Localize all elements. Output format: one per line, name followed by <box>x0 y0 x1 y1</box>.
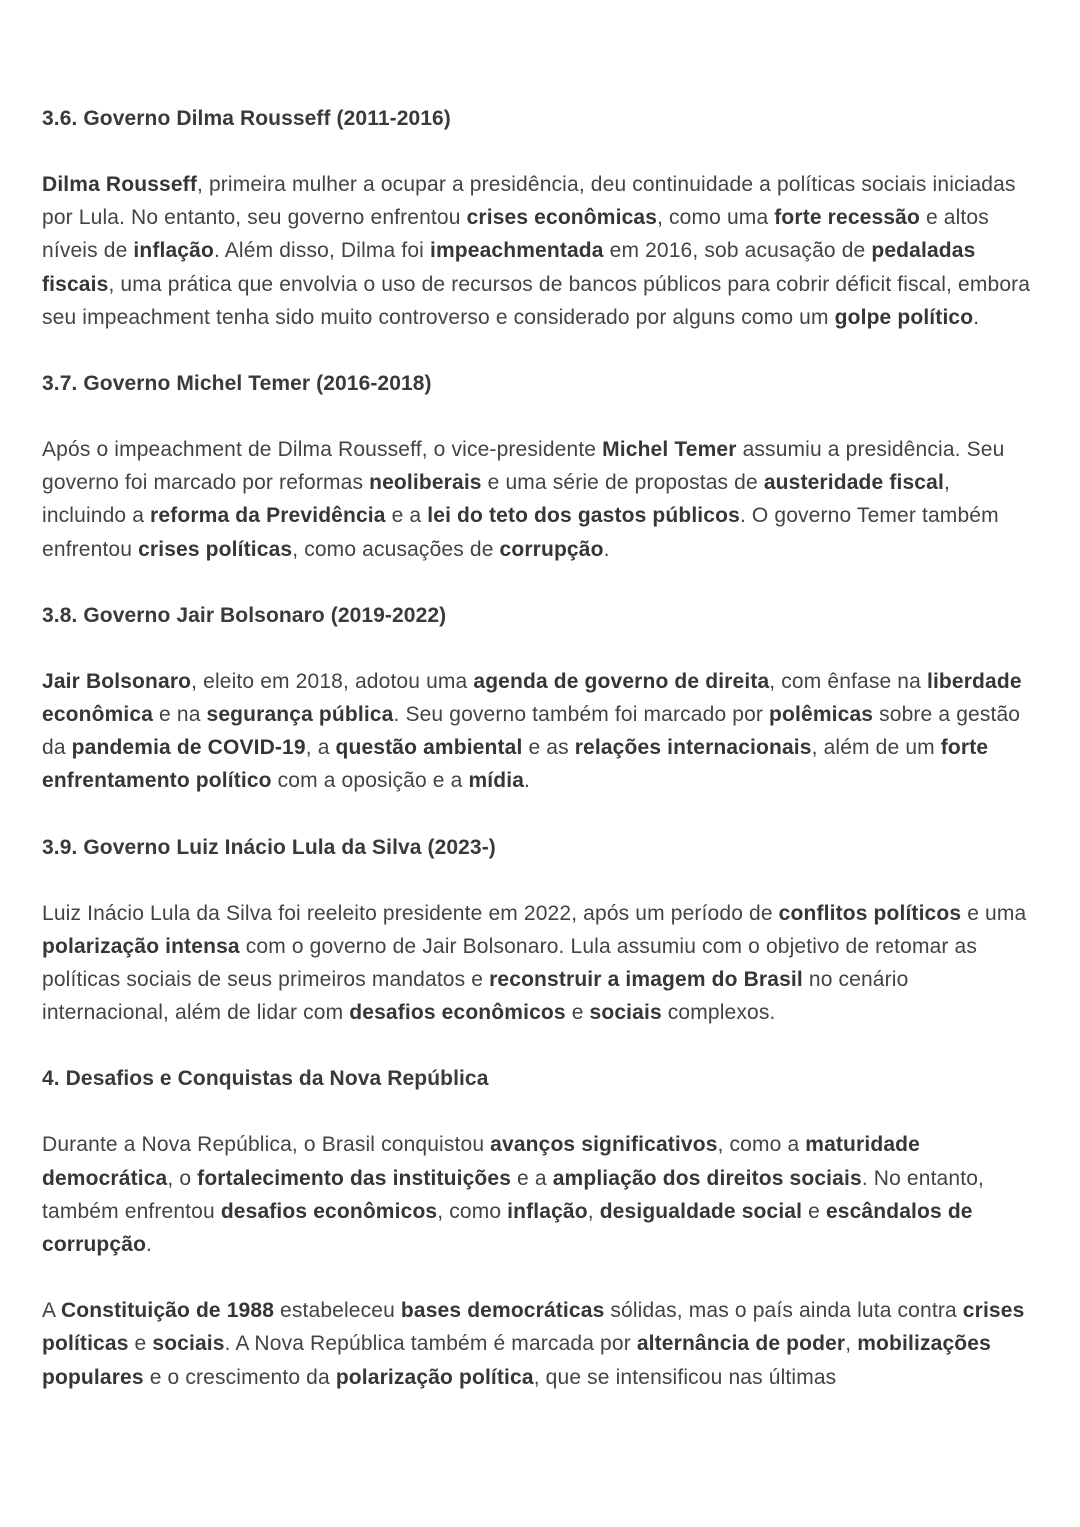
section-lula <box>42 831 1038 1030</box>
emphasis-text: lei do teto dos gastos públicos <box>427 504 740 528</box>
emphasis-text: avanços significativos <box>490 1133 718 1157</box>
section-desafios-conquistas <box>42 1062 1038 1393</box>
emphasis-text: Dilma Rousseff <box>42 173 197 196</box>
section-bolsonaro <box>42 599 1038 798</box>
emphasis-text: segurança pública <box>206 703 394 727</box>
emphasis-text: agenda de governo de direita <box>473 669 770 693</box>
emphasis-text: crises políticas <box>42 1299 1025 1356</box>
emphasis-text: maturidade democrática <box>42 1133 920 1190</box>
emphasis-text: sociais <box>152 1332 225 1356</box>
emphasis-text: bases democráticas <box>400 1299 605 1323</box>
emphasis-text: relações internacionais <box>574 736 812 760</box>
emphasis-text: conflitos políticos <box>778 901 962 925</box>
section-temer <box>42 367 1038 566</box>
section-heading: 3.8. Governo Jair Bolsonaro (2019-2022) <box>42 603 447 627</box>
section-paragraph: A Constituição de 1988 estabeleceu bases democráticas sólidas, mas o país ainda luta contra crises políticas e sociais. A Nova República também é marcada por alternância de poder, mobilizações populares e o crescimento da polarização política, que se intensificou nas últimas <box>42 1299 1025 1389</box>
emphasis-text: pandemia de COVID-19 <box>71 736 306 760</box>
emphasis-text: pedaladas fiscais <box>42 239 976 296</box>
emphasis-text: Constituição de 1988 <box>60 1299 275 1323</box>
emphasis-text: reconstruir a imagem do Brasil <box>489 968 803 992</box>
emphasis-text: sociais <box>589 1001 662 1025</box>
emphasis-text: fortalecimento das instituições <box>197 1166 512 1190</box>
emphasis-text: liberdade econômica <box>42 669 1022 727</box>
emphasis-text: inflação <box>133 239 214 263</box>
emphasis-text: impeachmentada <box>429 239 604 263</box>
emphasis-text: escândalos de corrupção <box>42 1199 973 1257</box>
emphasis-text: crises econômicas <box>466 206 658 230</box>
emphasis-text: Jair Bolsonaro <box>42 669 192 693</box>
section-heading: 3.6. Governo Dilma Rousseff (2011-2016) <box>42 107 451 130</box>
emphasis-text: Michel Temer <box>602 438 737 462</box>
emphasis-text: questão ambiental <box>335 736 523 760</box>
section-heading: 4. Desafios e Conquistas da Nova República <box>42 1067 489 1091</box>
emphasis-text: polarização política <box>335 1365 534 1389</box>
emphasis-text: inflação <box>507 1199 588 1223</box>
emphasis-text: desafios econômicos <box>220 1199 438 1223</box>
emphasis-text: forte enfrentamento político <box>42 736 989 793</box>
emphasis-text: corrupção <box>499 537 604 561</box>
emphasis-text: mobilizações populares <box>42 1332 991 1389</box>
emphasis-text: mídia <box>468 769 525 793</box>
emphasis-text: polarização intensa <box>42 934 240 958</box>
emphasis-text: ampliação dos direitos sociais <box>552 1166 862 1190</box>
emphasis-text: alternância de poder <box>636 1332 846 1356</box>
emphasis-text: golpe político <box>834 305 974 329</box>
emphasis-text: crises políticas <box>138 537 293 561</box>
section-paragraph: Jair Bolsonaro, eleito em 2018, adotou uma agenda de governo de direita, com ênfase na liberdade econômica e na segurança pública. Seu governo também foi marcado por polêmicas sobre a gestão da pandemia de COVID-19, a questão ambiental e as relações internacionais, além de um forte enfrentamento político com a oposição e a mídia. <box>42 669 1022 793</box>
section-heading: 3.7. Governo Michel Temer (2016-2018) <box>42 372 432 396</box>
emphasis-text: desafios econômicos <box>349 1001 566 1025</box>
section-paragraph: Dilma Rousseff, primeira mulher a ocupar a presidência, deu continuidade a políticas sociais iniciadas por Lula. No entanto, seu governo enfrentou crises econômicas, como uma forte recessão e altos níveis de inflação. Além disso, Dilma foi impeachmentada em 2016, sob acusação de pedaladas fiscais, uma prática que envolvia o uso de recursos de bancos públicos para cobrir déficit fiscal, embora seu impeachment tenha sido muito controverso e considerado por alguns como um golpe político. <box>42 173 1031 329</box>
emphasis-text: polêmicas <box>769 703 874 727</box>
emphasis-text: desigualdade social <box>599 1199 803 1223</box>
section-heading: 3.9. Governo Luiz Inácio Lula da Silva (2023-) <box>42 835 496 859</box>
section-paragraph: Durante a Nova República, o Brasil conquistou avanços significativos, como a maturidade democrática, o fortalecimento das instituições e a ampliação dos direitos sociais. No entanto, também enfrentou desafios econômicos, como inflação, desigualdade social e escândalos de corrupção. <box>42 1133 985 1257</box>
section-paragraph: Após o impeachment de Dilma Rousseff, o vice-presidente Michel Temer assumiu a presidência. Seu governo foi marcado por reformas neoliberais e uma série de propostas de austeridade fiscal, incluindo a reforma da Previdência e a lei do teto dos gastos públicos. O governo Temer também enfrentou crises políticas, como acusações de corrupção. <box>42 438 1005 561</box>
emphasis-text: austeridade fiscal <box>763 471 944 495</box>
emphasis-text: forte recessão <box>774 206 920 230</box>
section-paragraph: Luiz Inácio Lula da Silva foi reeleito presidente em 2022, após um período de conflitos políticos e uma polarização intensa com o governo de Jair Bolsonaro. Lula assumiu com o objetivo de retomar as políticas sociais de seus primeiros mandatos e reconstruir a imagem do Brasil no cenário internacional, além de lidar com desafios econômicos e sociais complexos. <box>42 901 1027 1025</box>
emphasis-text: reforma da Previdência <box>150 504 386 528</box>
section-dilma <box>42 102 1038 334</box>
emphasis-text: neoliberais <box>369 471 482 495</box>
